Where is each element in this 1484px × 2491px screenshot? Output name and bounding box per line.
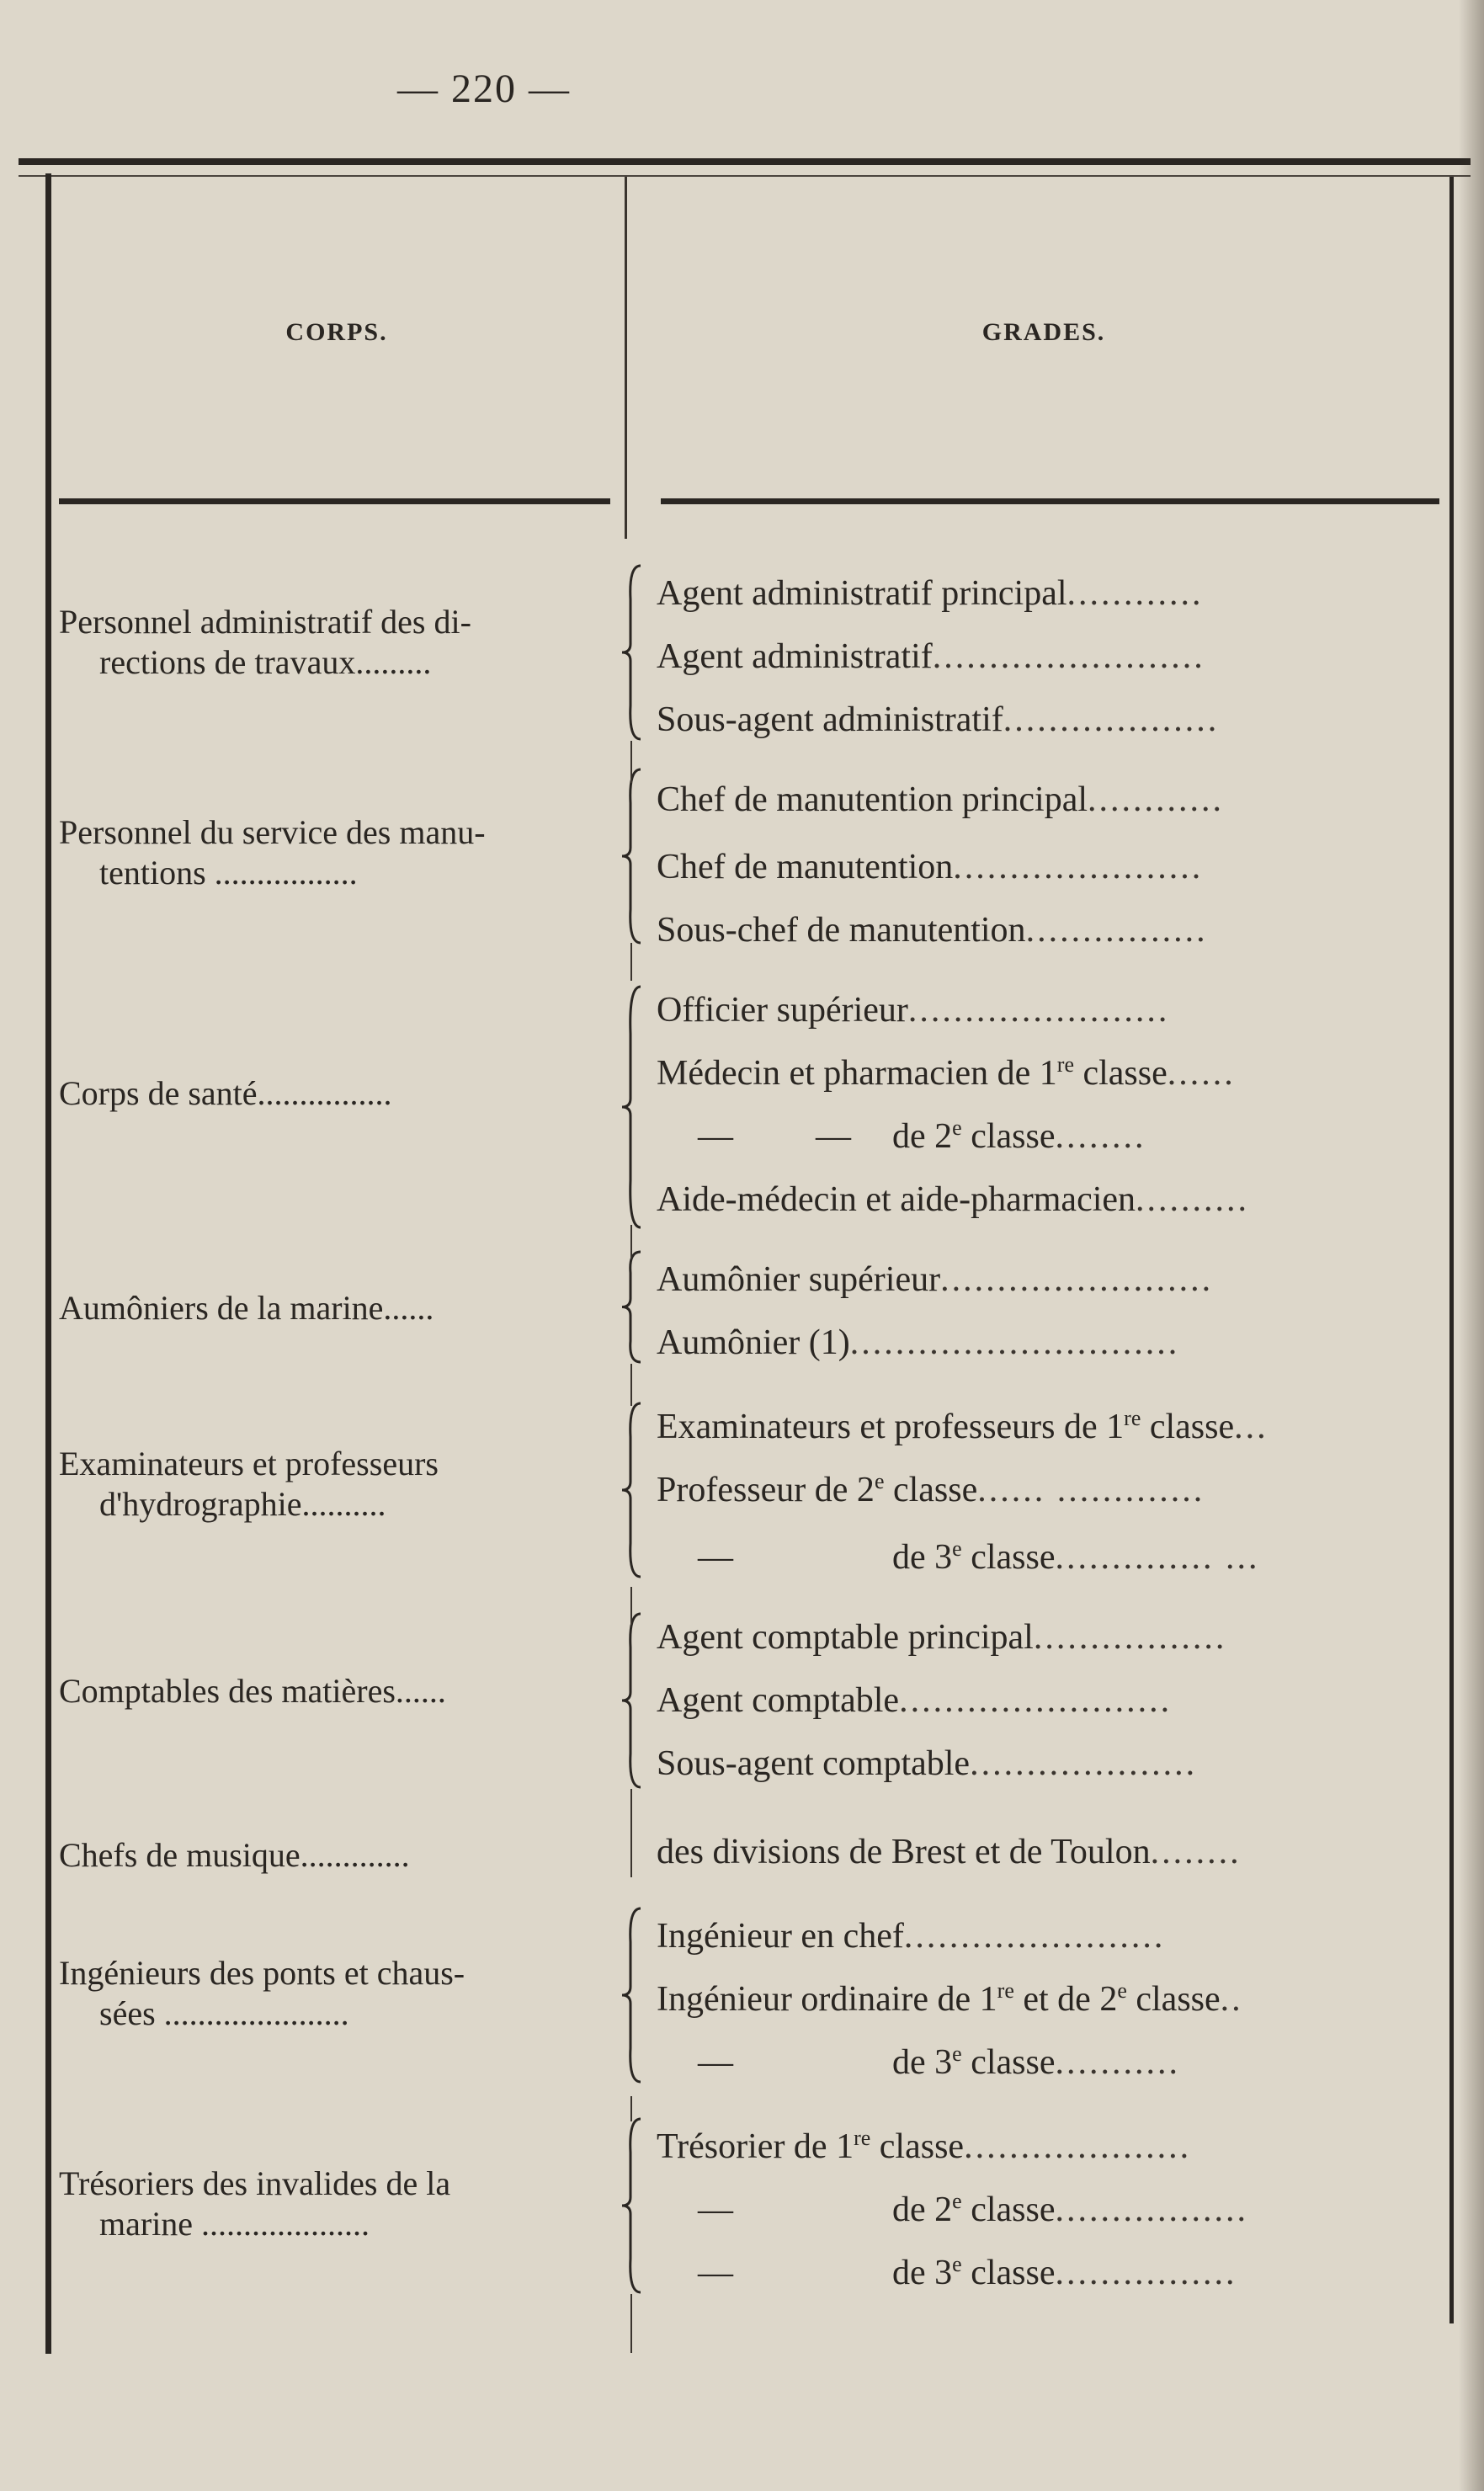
- corps-line: Chefs de musique.............: [59, 1836, 410, 1874]
- column-rule: [630, 741, 632, 783]
- leader-dots: .............................: [849, 1323, 1180, 1362]
- top-rule-thin: [19, 175, 1471, 177]
- corps-line: Personnel administratif des di-: [59, 603, 471, 641]
- leader-dots: ............: [1066, 574, 1204, 613]
- grade-text: Examinateurs et professeurs de 1: [657, 1408, 1125, 1446]
- leader-dots: ..: [1220, 1980, 1243, 2019]
- leader-dots: ........................: [899, 1681, 1173, 1720]
- leader-dots: ........................: [940, 1260, 1214, 1299]
- grade-tail: classe: [961, 2043, 1056, 2082]
- leader-dots: ........................: [932, 637, 1205, 676]
- grade-text: Professeur de 2: [657, 1471, 875, 1509]
- ordinal-suffix: re: [1124, 1406, 1141, 1430]
- brace-shape: [619, 2117, 644, 2294]
- grade-row: [657, 846, 1439, 888]
- grade-row: [657, 1259, 1439, 1301]
- leader-dots: ...................: [1003, 700, 1220, 739]
- grade-row: [657, 1322, 1439, 1364]
- brace-shape: [619, 985, 644, 1229]
- left-border: [45, 173, 51, 2354]
- corps-line: tentions .................: [99, 854, 358, 892]
- grade-tail: classe: [961, 1117, 1056, 1156]
- corps-name: [59, 1444, 619, 1525]
- brace: [619, 564, 644, 741]
- brace-shape: [619, 768, 644, 945]
- column-rule: [630, 1225, 632, 1259]
- grade-text: Aumônier supérieur: [657, 1260, 941, 1299]
- grade-tail: classe: [1073, 1054, 1168, 1093]
- leader-dots: ................: [1025, 911, 1208, 950]
- leader-dots: .......................: [903, 1917, 1166, 1956]
- leader-dots: .......................: [907, 991, 1170, 1030]
- corps-line: sées ......................: [99, 1994, 349, 2032]
- leader-dots: ................: [1055, 2254, 1237, 2292]
- grade-tail: classe: [961, 2254, 1056, 2292]
- header-rule-grades: [661, 498, 1439, 504]
- column-rule: [630, 2096, 632, 2121]
- grade-text: Chef de manutention principal: [657, 780, 1088, 819]
- column-rule: [630, 2294, 632, 2353]
- ordinal-suffix: e: [952, 2252, 962, 2276]
- grade-text: de 2: [892, 1117, 953, 1156]
- grade-text: Chef de manutention: [657, 848, 954, 886]
- grade-text: Sous-chef de manutention: [657, 911, 1026, 950]
- grade-tail: classe: [884, 1471, 978, 1509]
- brace: [619, 1402, 644, 1578]
- leader-dots: ...: [1234, 1408, 1269, 1446]
- grade-text: Sous-agent comptable: [657, 1744, 971, 1783]
- leader-dots: ............: [1088, 780, 1225, 819]
- leader-dots: .................: [1033, 1618, 1227, 1657]
- corps-name: [59, 1073, 619, 1114]
- corps-name: [59, 1288, 619, 1328]
- ditto-mark: —: [816, 1117, 851, 1156]
- ditto-mark: —: [698, 2254, 733, 2292]
- grade-tail: classe: [1126, 1980, 1221, 2019]
- grade-tail: classe: [870, 2127, 965, 2166]
- grade-row: [657, 1915, 1439, 1957]
- grade-row: [657, 1616, 1439, 1658]
- page-edge-shadow: [1459, 0, 1484, 2491]
- leader-dots: ....................: [970, 1744, 1198, 1783]
- grade-row: [657, 1406, 1439, 1448]
- header-corps: CORPS.: [285, 318, 388, 346]
- corps-name: [59, 602, 619, 683]
- grade-row: [657, 1679, 1439, 1722]
- grade-row: [657, 1743, 1439, 1785]
- page-number: — 220 —: [397, 67, 571, 111]
- corps-line: Aumôniers de la marine......: [59, 1289, 434, 1327]
- header-rule-corps: [59, 498, 610, 504]
- ditto-mark: —: [698, 1117, 733, 1156]
- grade-row: [657, 1978, 1439, 2020]
- brace: [619, 1250, 644, 1364]
- ordinal-suffix: e: [952, 1536, 962, 1561]
- corps-line: d'hydrographie..........: [99, 1485, 386, 1523]
- corps-name: [59, 2164, 619, 2244]
- corps-name: [59, 1671, 619, 1711]
- grade-row: [657, 1115, 1439, 1158]
- grade-row: [657, 1469, 1439, 1511]
- brace: [619, 1612, 644, 1789]
- corps-line: Trésoriers des invalides de la: [59, 2164, 451, 2202]
- brace-shape: [619, 1907, 644, 2084]
- corps-name: [59, 1835, 619, 1876]
- brace-shape: [619, 1612, 644, 1789]
- leader-dots: ...... .............: [977, 1471, 1205, 1509]
- grade-text: Aide-médecin et aide-pharmacien: [657, 1180, 1136, 1219]
- brace: [619, 768, 644, 945]
- grade-tail: classe: [961, 1538, 1056, 1577]
- column-rule: [630, 1364, 632, 1406]
- corps-line: Comptables des matières......: [59, 1672, 446, 1710]
- ordinal-suffix: re: [1056, 1052, 1074, 1077]
- grade-row: [657, 1536, 1439, 1578]
- leader-dots: .................: [1055, 2190, 1248, 2229]
- corps-line: marine ....................: [99, 2205, 370, 2243]
- leader-dots: ......: [1167, 1054, 1236, 1093]
- ditto-mark: —: [698, 2190, 733, 2229]
- grade-text: des divisions de Brest et de Toulon: [657, 1833, 1151, 1871]
- grade-text: Médecin et pharmacien de 1: [657, 1054, 1057, 1093]
- grade-row: [657, 909, 1439, 951]
- brace: [619, 1907, 644, 2084]
- grade-text: Officier supérieur: [657, 991, 908, 1030]
- grade-text: de 3: [892, 2043, 953, 2082]
- grade-row: [657, 572, 1439, 615]
- grade-text: Sous-agent administratif: [657, 700, 1003, 739]
- grade-text: Aumônier (1): [657, 1323, 850, 1362]
- grade-text: de 3: [892, 2254, 953, 2292]
- ditto-mark: —: [698, 2043, 733, 2082]
- corps-line: Corps de santé................: [59, 1074, 392, 1112]
- grade-tail: classe: [1141, 1408, 1235, 1446]
- corps-line: Ingénieurs des ponts et chaus-: [59, 1954, 465, 1992]
- brace-shape: [619, 1250, 644, 1364]
- ordinal-suffix: re: [997, 1978, 1014, 2003]
- ordinal-suffix: e: [952, 1115, 962, 1140]
- corps-name: [59, 1953, 619, 2034]
- column-separator: [625, 177, 627, 539]
- grade-tail: et de 2: [1013, 1980, 1118, 2019]
- grade-text: Agent administratif: [657, 637, 933, 676]
- grade-text: de 2: [892, 2190, 953, 2229]
- ordinal-suffix: e: [1117, 1978, 1127, 2003]
- ditto-mark: —: [698, 1538, 733, 1577]
- ordinal-suffix: e: [952, 2189, 962, 2213]
- grade-row: [657, 699, 1439, 741]
- leader-dots: ...........: [1055, 2043, 1180, 2082]
- grade-row: [657, 2252, 1439, 2294]
- column-rule: [630, 1789, 632, 1806]
- grade-text: Ingénieur en chef: [657, 1917, 904, 1956]
- top-rule: [19, 158, 1471, 165]
- grade-row: [657, 1052, 1439, 1094]
- leader-dots: .............. ...: [1055, 1538, 1260, 1577]
- brace: [619, 985, 644, 1229]
- corps-name: [59, 812, 619, 893]
- grade-row: [657, 636, 1439, 678]
- grade-row: [657, 1831, 1439, 1873]
- grade-row: [657, 1179, 1439, 1221]
- brace-shape: [619, 564, 644, 741]
- grade-text: Agent comptable: [657, 1681, 900, 1720]
- brace-shape: [619, 1402, 644, 1578]
- grade-text: de 3: [892, 1538, 953, 1577]
- column-rule: [630, 943, 632, 981]
- column-rule: [630, 1587, 632, 1625]
- ordinal-suffix: e: [874, 1469, 885, 1493]
- leader-dots: ........: [1055, 1117, 1146, 1156]
- grade-row: [657, 779, 1439, 821]
- corps-line: Examinateurs et professeurs: [59, 1445, 439, 1482]
- grade-text: Agent administratif principal: [657, 574, 1067, 613]
- leader-dots: ......................: [953, 848, 1204, 886]
- grade-text: Trésorier de 1: [657, 2127, 854, 2166]
- brace: [619, 2117, 644, 2294]
- leader-dots: ..........: [1136, 1180, 1250, 1219]
- leader-dots: ....................: [964, 2127, 1192, 2166]
- corps-line: Personnel du service des manu-: [59, 813, 486, 851]
- grade-tail: classe: [961, 2190, 1056, 2229]
- grade-text: Agent comptable principal: [657, 1618, 1034, 1657]
- grade-text: Ingénieur ordinaire de 1: [657, 1980, 997, 2019]
- grade-row: [657, 2126, 1439, 2168]
- column-rule: [630, 1802, 632, 1877]
- ordinal-suffix: e: [952, 2041, 962, 2066]
- right-border: [1449, 177, 1454, 2323]
- leader-dots: ........: [1150, 1833, 1242, 1871]
- grade-row: [657, 2041, 1439, 2084]
- grade-row: [657, 989, 1439, 1031]
- corps-line: rections de travaux.........: [99, 643, 432, 681]
- ordinal-suffix: re: [854, 2126, 871, 2150]
- header-grades: GRADES.: [981, 318, 1106, 346]
- grade-row: [657, 2189, 1439, 2231]
